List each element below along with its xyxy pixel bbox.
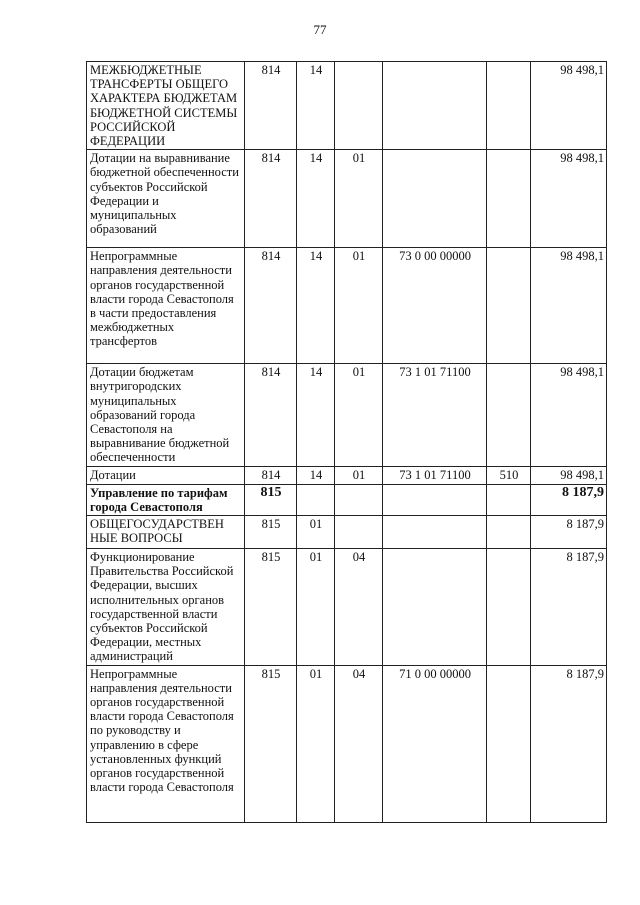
row-section: 01 xyxy=(297,665,335,822)
table-row xyxy=(87,248,607,364)
row-amount: 8 187,9 xyxy=(531,484,607,515)
table-row xyxy=(87,549,607,666)
row-subsection: 01 xyxy=(335,150,383,248)
row-type xyxy=(487,248,531,364)
table-row xyxy=(87,665,607,822)
row-code: 814 xyxy=(245,364,297,466)
row-amount: 8 187,9 xyxy=(531,549,607,666)
row-amount: 98 498,1 xyxy=(531,364,607,466)
row-code: 815 xyxy=(245,516,297,549)
row-section: 14 xyxy=(297,364,335,466)
row-subsection: 04 xyxy=(335,665,383,822)
row-name: Непрограммные направления деятельности органов государственной власти города Севастополя по руководству и управлению в сфере установленных функций органов государственной власти города Севастополя xyxy=(87,665,245,822)
row-section: 01 xyxy=(297,516,335,549)
row-name: Дотации бюджетам внутригородских муниципальных образований города Севастополя на выравнивание бюджетной обеспеченности xyxy=(87,364,245,466)
row-code: 814 xyxy=(245,248,297,364)
table-row xyxy=(87,62,607,150)
table-row xyxy=(87,364,607,466)
table-row xyxy=(87,150,607,248)
row-section: 14 xyxy=(297,466,335,484)
row-name: Управление по тарифам города Севастополя xyxy=(87,484,245,515)
row-name: Дотации xyxy=(87,466,245,484)
row-type xyxy=(487,62,531,150)
row-name: Дотации на выравнивание бюджетной обеспеченности субъектов Российской Федерации и муниципальных образований xyxy=(87,150,245,248)
row-name: Функционирование Правительства Российской Федерации, высших исполнительных органов государственной власти субъектов Российской Федерации, местных администраций xyxy=(87,549,245,666)
row-subsection: 01 xyxy=(335,248,383,364)
row-code: 815 xyxy=(245,549,297,666)
table-row xyxy=(87,516,607,549)
row-amount: 98 498,1 xyxy=(531,466,607,484)
row-section: 14 xyxy=(297,150,335,248)
row-target xyxy=(383,62,487,150)
row-section: 01 xyxy=(297,549,335,666)
row-code: 815 xyxy=(245,484,297,515)
row-target: 73 1 01 71100 xyxy=(383,364,487,466)
row-type xyxy=(487,150,531,248)
row-amount: 8 187,9 xyxy=(531,665,607,822)
row-name: ОБЩЕГОСУДАРСТВЕН НЫЕ ВОПРОСЫ xyxy=(87,516,245,549)
row-code: 814 xyxy=(245,466,297,484)
row-type xyxy=(487,549,531,666)
row-code: 815 xyxy=(245,665,297,822)
row-subsection xyxy=(335,516,383,549)
row-name: МЕЖБЮДЖЕТНЫЕ ТРАНСФЕРТЫ ОБЩЕГО ХАРАКТЕРА БЮДЖЕТАМ БЮДЖЕТНОЙ СИСТЕМЫ РОССИЙСКОЙ ФЕДЕРАЦИИ xyxy=(87,62,245,150)
budget-table-body xyxy=(87,62,607,823)
row-target xyxy=(383,549,487,666)
row-subsection: 01 xyxy=(335,364,383,466)
row-type xyxy=(487,364,531,466)
row-type xyxy=(487,516,531,549)
row-code: 814 xyxy=(245,150,297,248)
budget-table xyxy=(86,61,607,823)
row-target xyxy=(383,150,487,248)
row-section: 14 xyxy=(297,248,335,364)
row-name: Непрограммные направления деятельности органов государственной власти города Севастополя в части предоставления межбюджетных трансфертов xyxy=(87,248,245,364)
row-code: 814 xyxy=(245,62,297,150)
row-amount: 8 187,9 xyxy=(531,516,607,549)
row-target: 73 1 01 71100 xyxy=(383,466,487,484)
table-row xyxy=(87,466,607,484)
row-section xyxy=(297,484,335,515)
row-target xyxy=(383,516,487,549)
row-amount: 98 498,1 xyxy=(531,150,607,248)
row-target xyxy=(383,484,487,515)
row-subsection: 04 xyxy=(335,549,383,666)
row-type: 510 xyxy=(487,466,531,484)
row-section: 14 xyxy=(297,62,335,150)
row-amount: 98 498,1 xyxy=(531,248,607,364)
row-subsection: 01 xyxy=(335,466,383,484)
row-subsection xyxy=(335,484,383,515)
table-row xyxy=(87,484,607,515)
row-target: 73 0 00 00000 xyxy=(383,248,487,364)
row-target: 71 0 00 00000 xyxy=(383,665,487,822)
row-type xyxy=(487,665,531,822)
page-number: 77 xyxy=(313,22,327,37)
row-type xyxy=(487,484,531,515)
row-subsection xyxy=(335,62,383,150)
row-amount: 98 498,1 xyxy=(531,62,607,150)
